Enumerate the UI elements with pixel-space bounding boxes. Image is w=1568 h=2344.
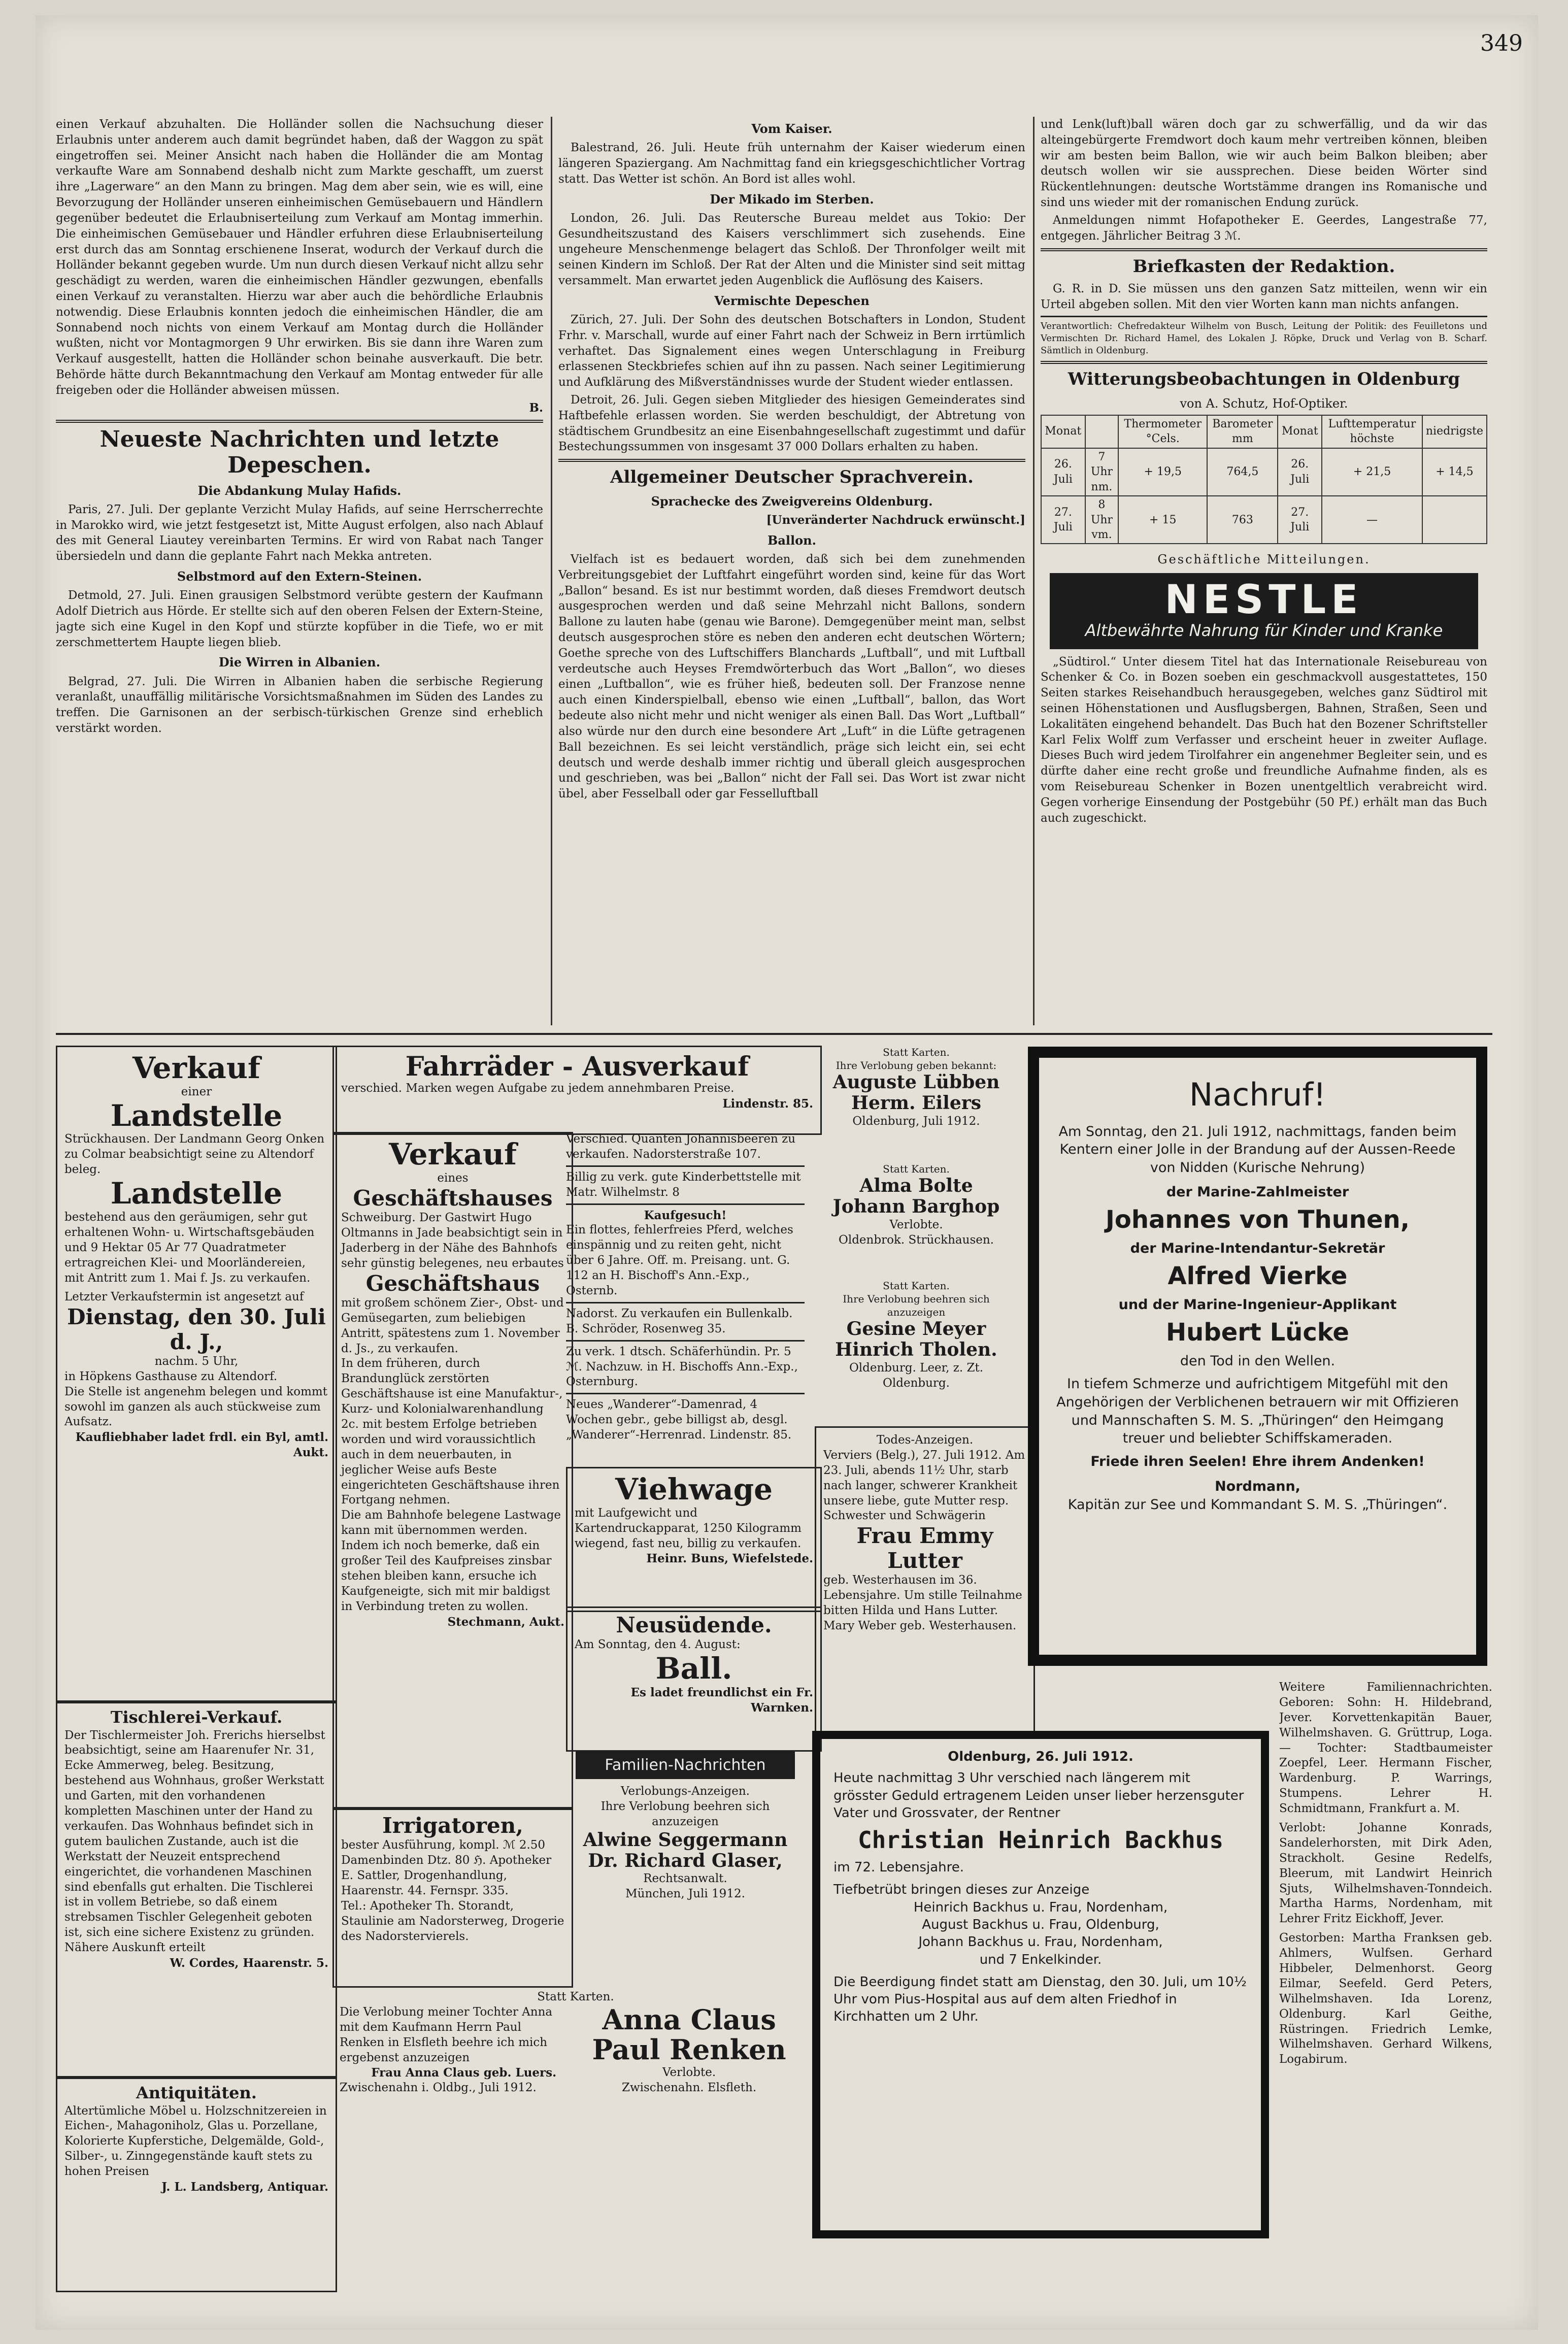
article-lead: einen Verkauf abzuhalten. Die Holländer sollen die Nachsuchung dieser Erlaubnis unter anderem auch damit begründet haben, daß der Waggon zu spät eingetroffen sei. Meiner Ansicht nach haben die Holländer die am Montag verkaufte Ware am Sonnabend deshalb nicht zum Markte geschafft, um zuerst ihre „Lagerware“ an den Mann zu bringen. Mag dem aber sein, wie es will, eine Bevorzugung der Holländer unseren einheimischen Gemüsebauern und Händlern gegenüber bedeutet die Erlaubniserteilung zum Verkauf am Montag immerhin. Die einheimischen Gemüsebauer und Händler erfuhren diese Erlaubniserteilung erst durch das am Sonntag erschienene Inserat, wodurch der Verkauf durch die Holländer bekannt gegeben wurde. Um nun durch diesen Verkauf nicht allzu sehr geschädigt zu werden, waren die einheimischen Händler gezwungen, ebenfalls einen Verkauf zu veranstalten. Hierzu war aber auch die behördliche Erlaubnis notwendig. Diese Erlaubnis konnten jedoch die einheimischen Händler, die am Sonnabend noch nichts von einem Verkauf am Montag durch die Holländer wußten, nicht vor Montagmorgen 9 Uhr erwirken. Bis sie dann ihre Waren zum Verkauf ausgestellt, hatten die Holländer schon beinahe ausverkauft. Die betr. Behörde hätte durch Bekanntmachung den Verkauf am Montag entweder für alle freigeben oder die Holländer abweisen müssen. (56, 118, 543, 397)
ad-title: Tischlerei-Verkauf. (110, 1707, 283, 1727)
ball-ad (566, 1606, 822, 1752)
ad-text: Indem ich noch bemerke, daß ein großer Teil des Kaufpreises zinsbar stehen bleiben kann, ersuche ich Kaufgeneigte, sich mit mir baldigst in Verbindung treten zu wollen. (341, 1539, 552, 1613)
ad-place: Oldenburg. Leer, z. Zt. Oldenburg. (849, 1361, 984, 1390)
family-member: und 7 Enkelkinder. (979, 1952, 1102, 1967)
ad-signature: Es ladet freundlichst ein Fr. Warnken. (630, 1685, 813, 1715)
section-divider (56, 1033, 1492, 1035)
deceased-name: Christian Heinrich Backhus (857, 1826, 1224, 1854)
verlobung-meyer (815, 1279, 1018, 1416)
divider (566, 1165, 805, 1167)
column-divider (1033, 117, 1035, 1025)
divider (1041, 361, 1487, 364)
article-text: Paris, 27. Juli. Der geplante Verzicht Mulay Hafids, auf seine Herrscherrechte in Marokko wird, wie jetzt festgesetzt ist, Mitte August erfolgen, also nach Ablauf des mit General Liautey vereinbarten Termins. Er wird von Rabat nach Tanger übersiedeln und dann die geplante Fahrt nach Mekka antreten. (56, 503, 543, 563)
page-number: 349 (1480, 30, 1523, 56)
article-text: Belgrad, 27. Juli. Die Wirren in Albanien haben die serbische Regierung veranlaßt, unauffällig militärische Vorsichtsmaßnahmen im Süden des Landes zu treffen. Die Garnisonen an der serbisch-türkischen Grenze sind erheblich verstärkt worden. (56, 675, 543, 735)
ad-text: in Höpkens Gasthause zu Altendorf. (64, 1369, 278, 1383)
tischlerei-ad (56, 1700, 337, 2079)
headline: Selbstmord auf den Extern-Steinen. (177, 569, 422, 584)
headline: Der Mikado im Sterben. (710, 191, 874, 207)
ad-text: Verviers (Belg.), 27. Juli 1912. Am 23. Juli, abends 11½ Uhr, starb nach langer, schwerer Krankheit unsere liebe, gute Mutter resp. Schwester und Schwägerin (823, 1448, 1025, 1523)
divider (1041, 316, 1487, 317)
family-news-text: Gestorben: Martha Franksen geb. Ahlmers, Wulfsen. Gerhard Hibbeler, Delmenhorst. Georg Eilmar, Seefeld. Gerd Peters, Wilhelmshaven. Ida Lorenz, Oldenburg. Karl Geithe, Rüstringen. Friedrich Lemke, Wilhelmshaven. Gerhard Wilkens, Logabirum. (1279, 1931, 1492, 2066)
weather-cell: 8 Uhr vm. (1085, 496, 1118, 544)
article-text: Detmold, 27. Juli. Einen grausigen Selbstmord verübte gestern der Kaufmann Adolf Dietrich aus Hörde. Er stellte sich auf den oberen Felsen der Extern-Steine, jagte sich eine Kugel in den Kopf und stürzte kopfüber in die Tiefe, wo er mit zerschmettertem Haupte liegen blieb. (56, 589, 543, 649)
groom-name: Dr. Richard Glaser, (588, 1850, 783, 1872)
ad-title: Landstelle (110, 1176, 283, 1211)
notice-text: Heute nachmittag 3 Uhr verschied nach längerem mit grösster Geduld ertragenem Leiden unser lieber herzensguter Vater und Grossvater, der Rentner (833, 1770, 1244, 1821)
bride-name: Auguste Lübben (832, 1071, 1000, 1093)
headline: Die Abdankung Mulay Hafids. (197, 483, 402, 498)
ad-head: Todes-Anzeigen. (876, 1433, 974, 1447)
ad-subtitle: einer (181, 1085, 212, 1098)
ad-signature: Stechmann, Aukt. (447, 1615, 564, 1629)
ad-title: Viehwage (615, 1472, 773, 1506)
weather-cell: 27. Juli (1278, 496, 1322, 544)
family-member: August Backhus u. Frau, Oldenburg, (922, 1917, 1159, 1932)
family-news-text: Weitere Familiennachrichten. Geboren: Sohn: H. Hildebrand, Jever. Korvettenkapitän Bauer, Wilhelmshaven. G. Grüttrup, Loga. — Tochter: Stadtbaumeister Zoepfel, Leer. Hermann Fischer, Wardenburg. P. Warrings, Stumpens. Lehrer H. Schmidtmann, Frankfurt a. M. (1279, 1681, 1492, 1816)
classified-item: Zu verk. 1 dtsch. Schäferhündin. Pr. 5 ℳ. Nachzuw. in H. Bischoffs Ann.-Exp., Osternburg. (566, 1345, 798, 1389)
obituary-title: Nachruf! (1189, 1076, 1326, 1113)
verlobung-names-block (566, 2005, 812, 2096)
ad-role: Rechtsanwalt. (643, 1872, 727, 1886)
obituary-name: Hubert Lücke (1166, 1318, 1349, 1347)
classified-item: Neues „Wanderer“-Damenrad, 4 Wochen gebr., gebe billigst ab, desgl. „Wanderer“-Herrenrad. Lindenstr. 85. (566, 1398, 792, 1442)
verlobung-row (340, 2005, 812, 2096)
ad-role: Verlobte. (889, 1218, 943, 1231)
ad-head: Verlobungs-Anzeigen. (621, 1785, 750, 1798)
ad-head: Statt Karten. (883, 1163, 950, 1175)
ad-head: Statt Karten. (537, 1990, 614, 2003)
business-text: „Südtirol.“ Unter diesem Titel hat das Internationale Reisebureau von Schenker & Co. in Bozen soeben ein geschmackvoll ausgestattetes, 150 Seiten starkes Reisehandbuch herausgegeben, welches ganz Südtirol mit seinen Höhenstationen und Ausflugsbergen, Bahnen, Straßen, Seen und Lokalitäten eingehend behandelt. Das Buch hat den Bozener Schriftsteller Karl Felix Wolff zum Verfasser und erscheint heuer in zweiter Auflage. Dieses Buch wird jedem Tirolfahrer ein angenehmer Begleiter sein, und es dürfte daher eine recht große und freundliche Aufnahme finden, als es vom Reisebureau Schenker in Bozen unentgeltlich verabreicht wird. Gegen vorherige Einsendung der Postgebühr (50 Pf.) erhält man das Buch auch zugeschickt. (1041, 655, 1487, 825)
weather-table (1041, 415, 1487, 545)
ad-place: München, Juli 1912. (625, 1887, 745, 1901)
ad-text: bester Ausführung, kompl. ℳ 2.50 Damenbinden Dtz. 80 ℌ. Apotheker E. Sattler, Drogenhandlung, Haarenstr. 44. Fernspr. 335. (341, 1838, 552, 1897)
weather-header: Monat (1041, 415, 1085, 448)
weather-cell: 27. Juli (1041, 496, 1085, 544)
verlobung-glaser (566, 1746, 805, 1980)
weather-cell: 764,5 (1207, 448, 1278, 496)
ad-place: Oldenbrok. Strückhausen. (839, 1233, 994, 1247)
business-title: Geschäftliche Mitteilungen. (1157, 552, 1371, 567)
family-news-banner: Familien-Nachrichten (576, 1751, 795, 1779)
weather-header: Lufttemperatur höchste (1322, 415, 1422, 448)
section-title: Allgemeiner Deutscher Sprachverein. (610, 467, 974, 488)
divider (56, 420, 543, 423)
weather-cell: 7 Uhr nm. (1085, 448, 1118, 496)
ad-title: Verkauf (388, 1137, 517, 1171)
ad-title: Geschäftshauses (353, 1185, 553, 1211)
ad-signature: Lindenstr. 85. (722, 1097, 813, 1111)
ad-text: Schweiburg. Der Gastwirt Hugo Oltmanns in Jade beabsichtigt sein in Jaderberg in der Nähe des Bahnhofs sehr günstig belegenes, neu erbautes (341, 1211, 564, 1270)
weather-header: Barometer mm (1207, 415, 1278, 448)
divider (558, 459, 1025, 462)
ad-text: Am Sonntag, den 4. August: (575, 1638, 741, 1652)
weather-cell (1422, 496, 1487, 544)
ad-text: Strückhausen. Der Landmann Georg Onken zu Colmar beabsichtigt seine zu Altendorf beleg. (64, 1132, 325, 1177)
classified-title: Kaufgesuch! (644, 1208, 727, 1222)
divider (566, 1203, 805, 1205)
classified-item: Verschied. Quanten Johannisbeeren zu verkaufen. Nadorsterstraße 107. (566, 1132, 796, 1161)
weather-subtitle: von A. Schutz, Hof-Optiker. (1180, 396, 1348, 411)
weather-header: Monat (1278, 415, 1322, 448)
divider (566, 1340, 805, 1342)
groom-name: Herm. Eilers (851, 1092, 981, 1114)
newspaper-page (36, 15, 1538, 2330)
notice-place: Oldenburg, 26. Juli 1912. (948, 1749, 1133, 1764)
article-text: Zürich, 27. Juli. Der Sohn des deutschen Botschafters in London, Student Frhr. v. Marschall, wurde auf einer Fahrt nach der Schweiz in Bern irrtümlich verhaftet. Das Signalement eines wegen Unterschlagung in Freiburg erlassenen Steckbriefes schien auf ihn zu passen. Nach seiner Legitimierung und Aufklärung des Mißverständnisses wurde der Student wieder entlassen. (558, 313, 1025, 389)
ad-title: Verkauf (132, 1051, 261, 1085)
obituary-text: den Tod in den Wellen. (1180, 1353, 1336, 1369)
ad-title: Antiquitäten. (136, 2083, 257, 2102)
groom-name: Johann Barghop (832, 1196, 1000, 1218)
bride-name: Anna Claus (602, 2003, 776, 2036)
ad-title: Fahrräder - Ausverkauf (405, 1051, 749, 1082)
irrigatoren-ad (332, 1807, 573, 1988)
bride-name: Alwine Seggermann (583, 1829, 788, 1851)
ad-text: bestehend aus den geräumigen, sehr gut erhaltenen Wohn- u. Wirtschaftsgebäuden und 9 Hektar 05 Ar 77 Quadratmeter ertragreichen Klei- und Moorländereien, mit Antritt zum 1. Mai f. Js. zu verkaufen. (64, 1210, 315, 1285)
ad-signature: Heinr. Buns, Wiefelstede. (646, 1552, 813, 1566)
ad-head: Statt Karten. (883, 1046, 950, 1058)
ad-subtitle: eines (437, 1171, 469, 1185)
article-text: und Lenk(luft)ball wären doch gar zu schwerfällig, und da wir das alteingebürgerte Fremdwort doch kaum mehr vertreiben können, bleiben wir am besten beim Ballon, wie wir auch beim Balkon bleiben; aber deutsch wollen wir sie aussprechen. Diese beiden Wörter sind Rückentlehnungen: deutsche Wortstämme drangen ins Romanische und sind uns wieder mit der romanischen Endung zurück. (1041, 118, 1487, 210)
weather-cell: + 14,5 (1422, 448, 1487, 496)
fahrrad-ad (332, 1046, 822, 1135)
weather-row (1041, 448, 1487, 496)
notice-text: Tiefbetrübt bringen dieses zur Anzeige (833, 1882, 1090, 1898)
ad-text: Der Tischlermeister Joh. Frerichs hierselbst beabsichtigt, seine am Haarenufer Nr. 31, Ecke Ammerweg, beleg. Besitzung, bestehend aus Wohnhaus, großer Werkstatt und Garten, mit den vorhandenen kompletten Maschinen unter der Hand zu verkaufen. Das Wohnhaus befindet sich in gutem baulichen Zustande, auch ist die Werkstatt der Neuzeit entsprechend eingerichtet, die vorhandenen Maschinen sind ebenfalls gut erhalten. Die Tischlerei ist in vollem Betriebe, so daß einem strebsamen Tischler Gelegenheit geboten ist, sich eine sichere Existenz zu gründen. Nähere Auskunft erteilt (64, 1728, 325, 1955)
verlobung-bolte (815, 1162, 1018, 1274)
obituary-signature: Nordmann, (1215, 1479, 1300, 1495)
reprint-note: [Unveränderter Nachdruck erwünscht.] (766, 513, 1025, 527)
ad-text: mit großem schönem Zier-, Obst- und Gemüsegarten, zum beliebigen Antritt, spätestens zum 1. November d. Js., zu verkaufen. (341, 1296, 564, 1355)
bride-name: Alma Bolte (859, 1175, 973, 1196)
ad-text: Tel.: Apotheker Th. Storandt, Staulinie am Nadorsterweg, Drogerie des Nadorstervierels. (341, 1899, 564, 1943)
imprint: Verantwortlich: Chefredakteur Wilhelm von Busch, Leitung der Politik: des Feuilletons und Vermischten Dr. Richard Hamel, des Lokalen J. Röpke, Druck und Verlag von B. Scharf. Sämtlich in Oldenburg. (1041, 320, 1487, 356)
groom-name: Hinrich Tholen. (835, 1339, 997, 1361)
ad-text: Die Verlobung meiner Tochter Anna mit dem Kaufmann Herrn Paul Renken in Elsfleth beehre ich mich ergebenst anzuzeigen (340, 2005, 553, 2064)
weather-cell: + 21,5 (1322, 448, 1422, 496)
ad-title: Geschäftshaus (365, 1270, 540, 1296)
weather-cell: — (1322, 496, 1422, 544)
bride-name: Gesine Meyer (846, 1318, 986, 1340)
headline: Vom Kaiser. (751, 121, 832, 136)
ad-text: Die am Bahnhofe belegene Lastwage kann mit übernommen werden. (341, 1509, 561, 1537)
nestle-advert (1050, 573, 1479, 649)
groom-name: Paul Renken (592, 2033, 786, 2066)
ad-place: Oldenburg, Juli 1912. (852, 1114, 980, 1128)
nestle-logo: NESTLE (1164, 577, 1363, 623)
ad-date: Dienstag, den 30. Juli d. J., (67, 1304, 326, 1354)
classified-item: Nadorst. Zu verkaufen ein Bullenkalb. B. Schröder, Rosenweg 35. (566, 1307, 793, 1335)
ad-signature: Kaufliebhaber ladet frdl. ein Byl, amtl. Aukt. (75, 1430, 328, 1460)
ad-big: Ball. (655, 1651, 732, 1686)
letterbox-text: G. R. in D. Sie müssen uns den ganzen Satz mitteilen, wenn wir ein Urteil abgeben sollen. Mit den vier Worten kann man nichts anfangen. (1041, 282, 1487, 311)
ad-head: Statt Karten. (883, 1280, 950, 1292)
ad-text: geb. Westerhausen im 36. Lebensjahre. Um stille Teilnahme bitten Hilda und Hans Lutter. Mary Weber geb. Westerhausen. (823, 1573, 1022, 1632)
nestle-slogan: Altbewährte Nahrung für Kinder und Kranke (1085, 621, 1443, 641)
obituary-role: der Marine-Intendantur-Sekretär (1130, 1240, 1385, 1256)
weather-cell: 763 (1207, 496, 1278, 544)
weather-header: niedrigste (1422, 415, 1487, 448)
obituary-signature-title: Kapitän zur See und Kommandant S. M. S. „Thüringen“. (1067, 1497, 1448, 1513)
article-text: Balestrand, 26. Juli. Heute früh unternahm der Kaiser wiederum einen längeren Spaziergang. Am Nachmittag fand ein kriegsgeschichtlicher Vortrag statt. Das Wetter ist schön. An Bord ist alles wohl. (558, 141, 1025, 186)
ad-title: Neusüdende. (616, 1613, 772, 1637)
ad-text: Altertümliche Möbel u. Holzschnitzereien in Eichen-, Mahagoniholz, Glas u. Porzellane, Kolorierte Kupferstiche, Delgemälde, Gold-, Silber-, u. Zinngegenstände kauft stets zu hohen Preisen (64, 2104, 327, 2179)
weather-cell: 26. Juli (1041, 448, 1085, 496)
section-subtitle: Sprachecke des Zweigvereins Oldenburg. (651, 493, 933, 509)
article-text: Anmeldungen nimmt Hofapotheker E. Geerdes, Langestraße 77, entgegen. Jährlicher Beitrag 3 ℳ. (1041, 213, 1487, 243)
ad-place: Zwischenahn i. Oldbg., Juli 1912. (340, 2081, 537, 2095)
headline: Die Wirren in Albanien. (218, 655, 381, 670)
weather-title: Witterungsbeobachtungen in Oldenburg (1067, 369, 1460, 389)
article-text: Vielfach ist es bedauert worden, daß sich bei dem zunehmenden Verbreitungsgebiet der Luftfahrt eingeführt worden sind, keine für das Wort „Ballon“ besand. Es ist nur bestimmt worden, daß dieses Fremdwort deutsch ausgesprochen werden und daß seine Mehrzahl nicht Ballons, sondern Ballone zu lauten habe (genau wie Barone). Demgegenüber meint man, selbst deutsch ausgesprochen störe es neben den anderen echt deutschen Wörtern; Goethe spreche von des Luftschiffers Blanchards „Luftball“, und mit Luftball verdeutsche auch Heyses Fremdwörterbuch das Wort „Ballon“, wo dieses einen „Luftballon“, wie es früher hieß, bedeuten soll. Der Franzose nenne auch einen Kinderspielball, ebenso wie einen „Luftball“, ballon, das Wort bedeute also nicht mehr und nicht weniger als einen Ball. Das Wort „Luftball“ also würde nur den durch eine besondere Art „Luft“ in die Lüfte getragenen Ball bezeichnen. Es sei leicht verständlich, präge sich leicht ein, sei echt deutsch und werde deshalb immer richtig und überall gleich ausgesprochen und geschrieben, was bei „Ballon“ nicht der Fall sei. Das Wort ist zwar nicht übel, aber Fesselball oder gar Fesselluftball (558, 552, 1025, 801)
landstelle-ad (56, 1046, 337, 1703)
obituary-text: In tiefem Schmerze und aufrichtigem Mitgefühl mit den Angehörigen der Verblichenen betrauern wir mit Offizieren und Mannschaften S. M. S. „Thüringen“ den Heimgang treuer und beliebter Schiffskameraden. (1056, 1376, 1459, 1447)
ad-signature: J. L. Landsberg, Antiquar. (161, 2180, 328, 2194)
verlobung-text-block (340, 2005, 556, 2096)
ad-text: mit Laufgewicht und Kartendruckapparat, 1250 Kilogramm wiegend, fast neu, billig zu verkaufen. (575, 1506, 802, 1550)
todes-anzeige-lutter (815, 1426, 1035, 1734)
family-member: Johann Backhus u. Frau, Nordenham, (918, 1934, 1163, 1950)
article-text: London, 26. Juli. Das Reutersche Bureau meldet aus Tokio: Der Gesundheitszustand des Kaisers verschlimmert sich zusehends. Eine ungeheure Menschenmenge belagert das Schloß. Der Thronfolger weilt mit seinen Kindern im Schloß. Der Rat der Alten und die Minister sind seit mittag versammelt. Man erwartet jeden Augenblick die Auflösung des Kaisers. (558, 211, 1025, 287)
ad-text: verschied. Marken wegen Aufgabe zu jedem annehmbaren Preise. (341, 1082, 735, 1095)
family-news-text: Verlobt: Johanne Konrads, Sandelerhorsten, mit Dirk Aden, Strackholt. Gesine Redelfs, Bleerum, mit Landwirt Heinrich Sjuts, Wilhelmshaven-Tonndeich. Martha Harms, Nordenham, mit Lehrer Fritz Eickhoff, Jever. (1279, 1821, 1492, 1926)
verlobung-luebben (815, 1046, 1018, 1157)
ad-time: nachm. 5 Uhr, (154, 1354, 239, 1368)
weather-cell: + 15 (1118, 496, 1207, 544)
divider (1041, 248, 1487, 251)
family-member: Heinrich Backhus u. Frau, Nordenham, (913, 1899, 1168, 1915)
classified-item: Billig zu verk. gute Kinderbettstelle mit Matr. Wilhelmstr. 8 (566, 1170, 801, 1199)
headline: Ballon. (768, 532, 816, 548)
divider (566, 1393, 805, 1394)
antiquitaeten-ad (56, 2076, 337, 2292)
obituary-nachruf (1028, 1047, 1487, 1666)
weather-header (1085, 415, 1118, 448)
family-news (1279, 1680, 1492, 2279)
classifieds (566, 1132, 805, 1457)
ad-signature: W. Cordes, Haarenstr. 5. (170, 1956, 328, 1970)
weather-cell: 26. Juli (1278, 448, 1322, 496)
ad-title: Irrigatoren, (382, 1813, 523, 1838)
ad-text: Letzter Verkaufstermin ist angesetzt auf (64, 1290, 304, 1304)
section-title: Neueste Nachrichten und letzte Depeschen. (99, 426, 499, 479)
article-signature: B. (529, 400, 543, 415)
divider (566, 1302, 805, 1303)
weather-cell: + 19,5 (1118, 448, 1207, 496)
column-2 (558, 117, 1025, 1025)
column-divider (551, 117, 552, 1025)
ad-text: Ihre Verlobung beehren sich anzuzeigen (600, 1799, 770, 1828)
obituary-role: und der Marine-Ingenieur-Applikant (1118, 1296, 1397, 1313)
classified-item: Ein flottes, fehlerfreies Pferd, welches einspännig und zu reiten geht, nicht über 6 Jahre. Off. m. Preisang. unt. G. 112 an H. Bischoff's Ann.-Exp., Osternb. (566, 1223, 793, 1298)
notice-text: Die Beerdigung findet statt am Dienstag, den 30. Juli, um 10½ Uhr vom Pius-Hospital aus auf dem alten Friedhof in Kirchhatten um 2 Uhr. (833, 1974, 1247, 2025)
obituary-text: Am Sonntag, den 21. Juli 1912, nachmittags, fanden beim Kentern einer Jolle in der Brandung auf der Aussen-Reede von Nidden (Kurische Nehrung) (1058, 1123, 1457, 1176)
geschaeftshaus-ad (332, 1132, 573, 1810)
ad-role: Verlobte. (662, 2065, 716, 2079)
ad-text: In dem früheren, durch Brandunglück zerstörten Geschäftshause ist eine Manufaktur-, Kurz- und Kolonialwarenhandlung 2c. mit bestem Erfolge betrieben worden und wird voraussichtlich auch in dem neuerbauten, in jeglicher Weise aufs Beste eingerichteten Geschäftshause ihren Fortgang nehmen. (341, 1357, 563, 1507)
viehwage-ad (566, 1467, 822, 1612)
obituary-role: der Marine-Zahlmeister (1166, 1184, 1349, 1200)
weather-header: Thermometer °Cels. (1118, 415, 1207, 448)
column-1 (56, 117, 543, 1025)
column-3 (1041, 117, 1487, 1025)
ad-text: Ihre Verlobung beehren sich anzuzeigen (843, 1293, 990, 1318)
headline: Vermischte Depeschen (714, 293, 870, 308)
obituary-name: Alfred Vierke (1167, 1262, 1348, 1291)
obituary-name: Johannes von Thunen, (1106, 1206, 1410, 1234)
weather-header-row (1041, 415, 1487, 448)
article-text: Detroit, 26. Juli. Gegen sieben Mitglieder des hiesigen Gemeinderates sind Haftbefehle erlassen worden. Sie werden beschuldigt, der Abtretung von städtischem Grundbesitz an eine Eisenbahngesellschaft zugestimmt und dafür Bestechungssummen von insgesamt 37 000 Dollars erhalten zu haben. (558, 393, 1025, 454)
ad-title: Landstelle (110, 1098, 283, 1133)
notice-text: im 72. Lebensjahre. (833, 1859, 964, 1875)
ad-text: Ihre Verlobung geben bekannt: (836, 1059, 997, 1071)
ad-place: Zwischenahn. Elsfleth. (621, 2081, 757, 2094)
deceased-name: Frau Emmy Lutter (856, 1523, 993, 1573)
letterbox-title: Briefkasten der Redaktion. (1132, 256, 1395, 277)
ad-text: Die Stelle ist angenehm belegen und kommt sowohl im ganzen als auch stückweise zum Aufsatz. (64, 1385, 327, 1429)
weather-row (1041, 496, 1487, 544)
ad-signature: Frau Anna Claus geb. Luers. (371, 2066, 557, 2080)
obituary-text: Friede ihren Seelen! Ehre ihrem Andenken! (1090, 1453, 1425, 1469)
verlobung-claus-ad (332, 1985, 819, 2289)
death-notice-backhus (812, 1731, 1269, 2238)
